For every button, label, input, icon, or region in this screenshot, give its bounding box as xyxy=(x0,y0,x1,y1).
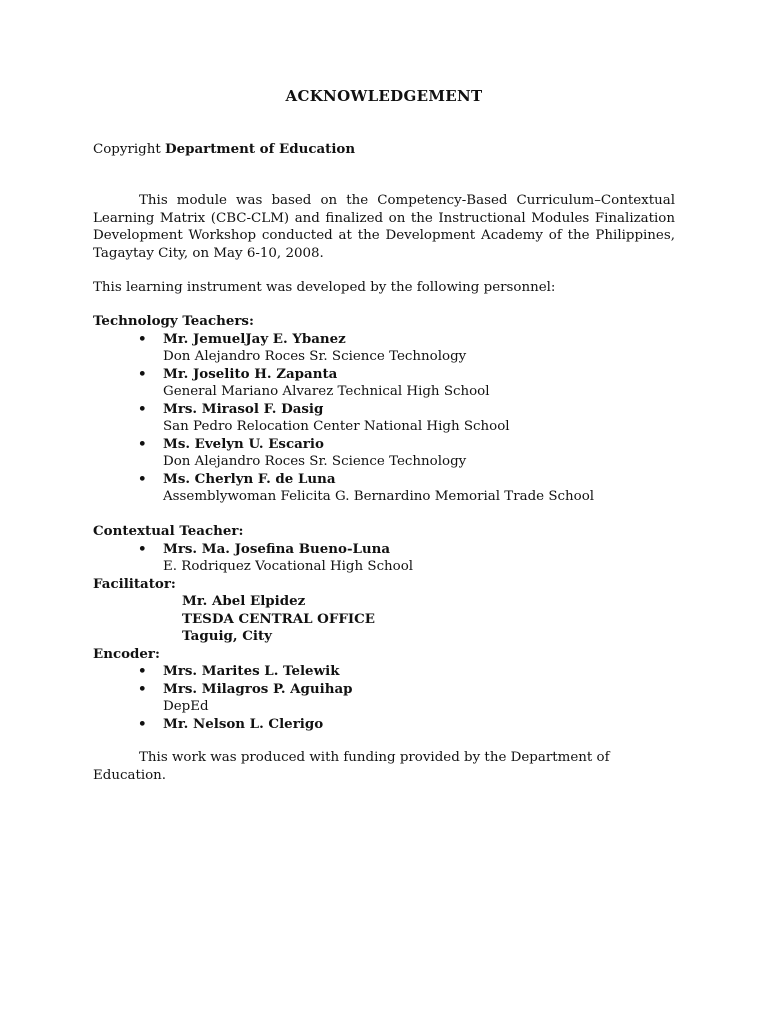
person-school: General Mariano Alvarez Technical High School xyxy=(163,384,490,399)
list-item xyxy=(93,331,693,366)
list-item xyxy=(93,681,693,716)
intro-paragraph: This module was based on the Competency-Based Curriculum–Contextual Learning Matrix (CBC-CLM) and finalized on the Instructional Modules Finalization Development Workshop conducted at the Development Academy of the Philippines, Tagaytay City, on May 6-10, 2008. xyxy=(93,193,675,261)
list-item xyxy=(93,436,693,471)
bullet-icon: • xyxy=(138,715,147,732)
person-name: Ms. Evelyn U. Escario xyxy=(163,435,324,452)
copyright-prefix: Copyright xyxy=(93,142,161,157)
bullet-icon: • xyxy=(138,680,147,697)
person-affiliation: DepEd xyxy=(163,699,209,714)
person-school: Don Alejandro Roces Sr. Science Technology xyxy=(163,454,467,469)
person-name: Mr. Joselito H. Zapanta xyxy=(163,365,338,382)
person-name: Ms. Cherlyn F. de Luna xyxy=(163,470,336,487)
technology-teachers-heading: Technology Teachers: xyxy=(93,313,254,329)
facilitator-name: Mr. Abel Elpidez xyxy=(182,593,306,609)
copyright-holder: Department of Education xyxy=(164,141,356,157)
person-school: Assemblywoman Felicita G. Bernardino Memorial Trade School xyxy=(163,489,595,504)
list-item xyxy=(93,716,693,734)
bullet-icon: • xyxy=(138,435,147,452)
personnel-intro: This learning instrument was developed by the following personnel: xyxy=(93,280,556,295)
spacer xyxy=(93,506,693,524)
encoder-heading: Encoder: xyxy=(93,645,160,662)
facilitator-heading: Facilitator: xyxy=(93,575,176,592)
personnel-roster xyxy=(93,313,693,733)
contextual-teacher-list xyxy=(93,541,693,576)
bullet-icon: • xyxy=(138,400,147,417)
list-item xyxy=(93,366,693,401)
list-item xyxy=(93,471,693,506)
contextual-teacher-heading: Contextual Teacher: xyxy=(93,523,244,539)
bullet-icon: • xyxy=(138,330,147,347)
copyright-line xyxy=(93,141,355,159)
bullet-icon: • xyxy=(138,470,147,487)
person-name: Mrs. Mirasol F. Dasig xyxy=(163,400,324,417)
list-item xyxy=(93,663,693,681)
person-name: Mrs. Marites L. Telewik xyxy=(163,663,340,679)
bullet-icon: • xyxy=(138,540,147,557)
person-school: E. Rodriquez Vocational High School xyxy=(163,559,414,574)
list-item xyxy=(93,401,693,436)
person-name: Mr. Nelson L. Clerigo xyxy=(163,715,324,732)
bullet-icon: • xyxy=(138,663,147,679)
encoder-list xyxy=(93,663,693,733)
person-school: San Pedro Relocation Center National High School xyxy=(163,419,510,434)
person-name: Mrs. Ma. Josefina Bueno-Luna xyxy=(163,540,391,557)
list-item xyxy=(93,541,693,576)
funding-paragraph: This work was produced with funding provided by the Department of Education. xyxy=(93,750,610,783)
person-school: Don Alejandro Roces Sr. Science Technology xyxy=(163,349,467,364)
page-title: ACKNOWLEDGEMENT xyxy=(285,87,483,105)
facilitator-office: TESDA CENTRAL OFFICE xyxy=(182,610,375,627)
person-name: Mr. JemuelJay E. Ybanez xyxy=(163,330,346,347)
technology-teachers-list xyxy=(93,331,693,506)
facilitator-location: Taguig, City xyxy=(182,628,272,644)
person-name: Mrs. Milagros P. Aguihap xyxy=(163,680,353,697)
bullet-icon: • xyxy=(138,365,147,382)
